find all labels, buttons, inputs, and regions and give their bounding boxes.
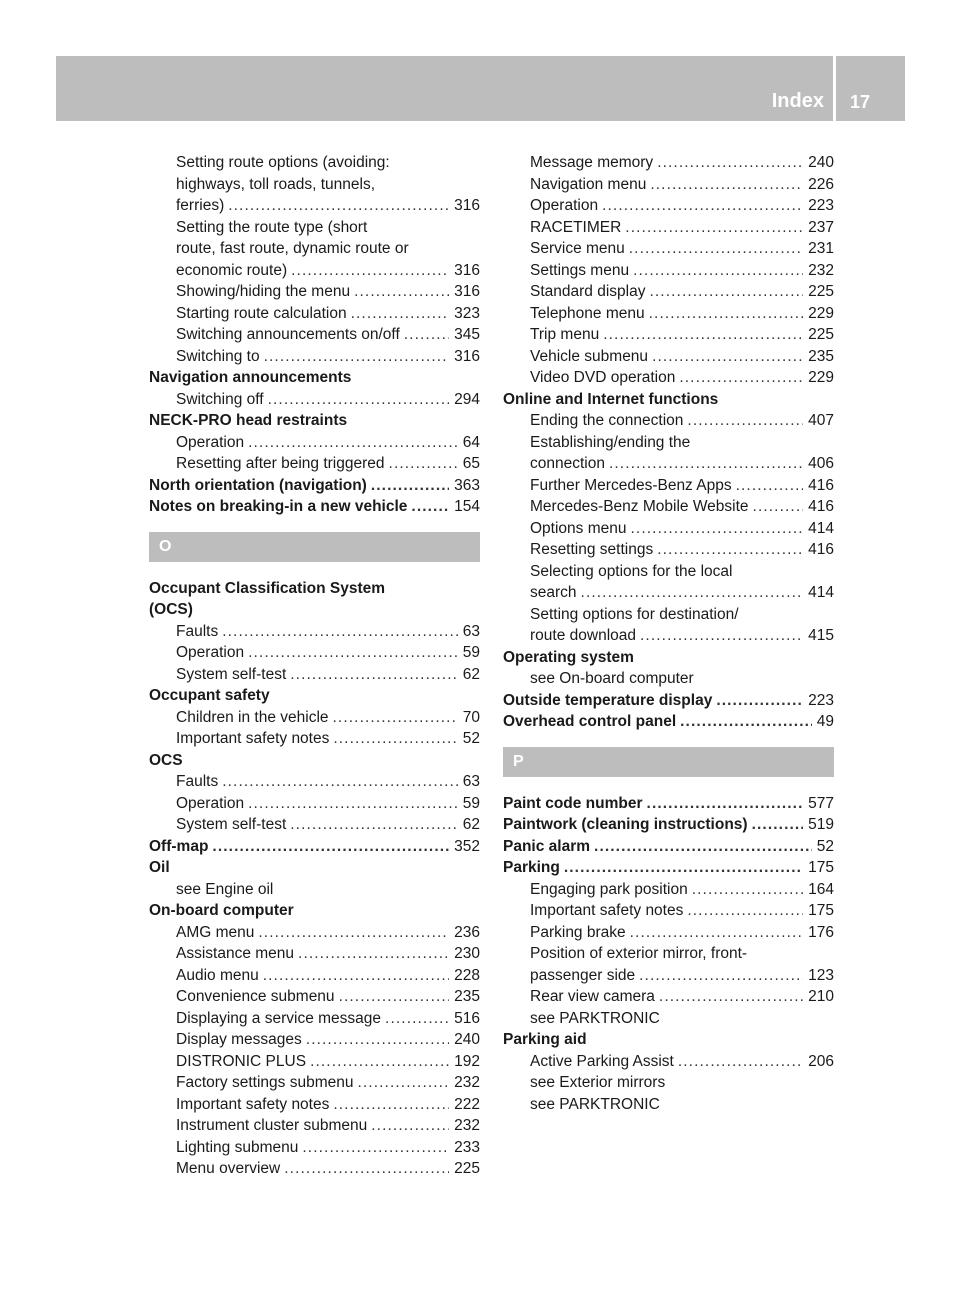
index-heading <box>503 814 834 836</box>
entry-label: Switching announcements on/off <box>176 326 400 343</box>
dot-leader <box>687 900 803 922</box>
page-reference: 52 <box>816 837 834 855</box>
index-subentry <box>503 453 834 475</box>
page-reference: 232 <box>454 1074 480 1091</box>
entry-label: Menu overview <box>176 1160 281 1177</box>
index-subentry <box>503 324 834 346</box>
entry-label: Audio menu <box>176 966 259 984</box>
entry-label: Lighting submenu <box>176 1138 299 1156</box>
page-reference: 175 <box>808 859 834 876</box>
page-reference: 59 <box>462 644 480 661</box>
entry-label: Operation <box>176 433 245 451</box>
dot-leader <box>264 346 450 368</box>
page-reference: 414 <box>808 584 834 601</box>
entry-label: Faults <box>176 622 219 640</box>
page-reference: 236 <box>454 923 480 941</box>
entry-label: Mercedes-Benz Mobile Website <box>530 498 749 515</box>
dot-leader <box>333 1094 449 1116</box>
entry-label: Engaging park position <box>530 880 688 898</box>
index-subentry <box>503 260 834 282</box>
index-subentry <box>503 582 834 604</box>
entry-label: Important safety notes <box>530 902 684 919</box>
section-title: Index <box>771 90 824 112</box>
entry-label: Faults <box>176 773 219 790</box>
page-reference: 233 <box>454 1138 480 1156</box>
index-heading: OCS <box>149 751 183 769</box>
index-subentry <box>149 1072 480 1094</box>
dot-leader <box>687 410 803 432</box>
index-subentry <box>503 174 834 196</box>
dot-leader <box>222 621 458 643</box>
index-subentry <box>149 389 480 411</box>
entry-label: Operation <box>530 197 599 214</box>
page-reference: 49 <box>816 713 834 730</box>
entry-label: Paintwork (cleaning instructions) <box>503 816 748 833</box>
entry-label: RACETIMER <box>530 218 622 236</box>
page-reference: 70 <box>462 708 480 726</box>
dot-leader <box>680 711 812 733</box>
dot-leader <box>248 642 458 664</box>
index-heading <box>503 690 834 712</box>
page-reference: 516 <box>454 1009 480 1027</box>
entry-label: Paint code number <box>503 794 643 812</box>
page-reference: 416 <box>808 498 834 515</box>
index-subentry: highways, toll roads, tunnels, <box>176 175 376 193</box>
dot-leader <box>657 152 803 174</box>
dot-leader <box>602 195 803 217</box>
page-reference: 223 <box>808 197 834 214</box>
index-subentry <box>503 1051 834 1073</box>
dot-leader <box>302 1137 449 1159</box>
dot-leader <box>736 475 804 497</box>
dot-leader <box>290 664 458 686</box>
page-reference: 226 <box>808 175 834 193</box>
index-subentry: Position of exterior mirror, front- <box>530 945 748 962</box>
page-reference: 64 <box>462 433 480 451</box>
index-heading: NECK-PRO head restraints <box>149 412 348 429</box>
dot-leader <box>647 793 804 815</box>
dot-leader <box>228 195 449 217</box>
dot-leader <box>371 1115 449 1137</box>
index-subentry <box>503 346 834 368</box>
dot-leader <box>594 836 812 858</box>
page-number: 17 <box>850 92 871 112</box>
entry-label: passenger side <box>530 966 636 984</box>
index-heading <box>149 475 480 497</box>
entry-label: Trip menu <box>530 326 600 343</box>
page-reference: 62 <box>462 665 480 683</box>
index-heading: On-board computer <box>149 902 294 919</box>
page-reference: 123 <box>808 966 834 984</box>
index-subentry: Setting options for destination/ <box>530 605 739 623</box>
entry-label: Switching off <box>176 390 264 408</box>
index-subentry: Establishing/ending the <box>530 433 691 451</box>
index-column-left <box>149 152 480 1180</box>
entry-label: System self-test <box>176 816 287 833</box>
dot-leader <box>291 260 449 282</box>
dot-leader <box>652 346 803 368</box>
page-reference: 229 <box>808 369 834 386</box>
entry-label: Service menu <box>530 240 625 257</box>
index-subentry <box>149 324 480 346</box>
index-heading <box>503 793 834 815</box>
index-subentry <box>149 195 480 217</box>
entry-label: Convenience submenu <box>176 988 335 1005</box>
page-reference: 232 <box>454 1117 480 1134</box>
entry-label: economic route) <box>176 261 288 279</box>
entry-label: route download <box>530 627 636 644</box>
page-reference: 240 <box>454 1031 480 1048</box>
index-subentry <box>149 1029 480 1051</box>
dot-leader <box>640 625 803 647</box>
dot-leader <box>371 475 449 497</box>
entry-label: Ending the connection <box>530 412 684 429</box>
page-reference: 230 <box>454 945 480 962</box>
page-reference: 210 <box>808 988 834 1005</box>
entry-label: Notes on breaking-in a new vehicle <box>149 498 408 515</box>
index-subentry <box>149 664 480 686</box>
index-subentry <box>149 621 480 643</box>
index-subentry <box>149 303 480 325</box>
dot-leader <box>212 836 449 858</box>
index-subentry <box>503 625 834 647</box>
index-subentry <box>149 1094 480 1116</box>
entry-label: Assistance menu <box>176 945 295 962</box>
entry-label: Operation <box>176 794 245 812</box>
dot-leader <box>333 707 458 729</box>
index-subentry <box>503 922 834 944</box>
page-reference: 316 <box>454 283 480 300</box>
dot-leader <box>354 281 449 303</box>
letter-section-header: O <box>149 532 480 562</box>
page-reference: 407 <box>808 412 834 429</box>
page-reference: 175 <box>808 902 834 919</box>
index-heading: Oil <box>149 859 170 876</box>
page-reference: 176 <box>808 923 834 941</box>
entry-label: Panic alarm <box>503 837 591 855</box>
page-reference: 232 <box>808 261 834 279</box>
entry-label: Vehicle submenu <box>530 347 649 365</box>
entry-label: Standard display <box>530 283 646 300</box>
entry-label: Navigation menu <box>530 175 647 193</box>
dot-leader <box>310 1051 449 1073</box>
dot-leader <box>603 324 803 346</box>
page-reference: 316 <box>454 347 480 365</box>
entry-label: Showing/hiding the menu <box>176 283 351 300</box>
entry-label: Instrument cluster submenu <box>176 1117 368 1134</box>
dot-leader <box>248 793 458 815</box>
dot-leader <box>650 174 803 196</box>
page-reference: 416 <box>808 541 834 558</box>
index-subentry <box>503 238 834 260</box>
entry-label: Overhead control panel <box>503 713 677 730</box>
index-subentry <box>149 965 480 987</box>
page-reference: 316 <box>454 197 480 214</box>
page-reference: 345 <box>454 326 480 343</box>
entry-label: Displaying a service message <box>176 1009 382 1027</box>
entry-label: Outside temperature display <box>503 691 713 709</box>
page-reference: 352 <box>454 837 480 855</box>
page-reference: 237 <box>808 218 834 236</box>
dot-leader <box>639 965 803 987</box>
entry-label: Operation <box>176 644 245 661</box>
page-reference: 63 <box>462 773 480 790</box>
page-reference: 316 <box>454 261 480 279</box>
dot-leader <box>630 922 803 944</box>
index-heading: Operating system <box>503 648 634 666</box>
index-heading: Occupant Classification System <box>149 579 386 597</box>
index-heading <box>149 496 480 518</box>
entry-label: Message memory <box>530 154 654 171</box>
page-reference: 206 <box>808 1052 834 1070</box>
index-heading: Navigation announcements <box>149 369 352 386</box>
index-subentry <box>149 922 480 944</box>
dot-leader <box>404 324 449 346</box>
entry-label: Starting route calculation <box>176 304 347 322</box>
entry-label: Factory settings submenu <box>176 1074 354 1091</box>
index-subentry <box>503 152 834 174</box>
entry-label: Off-map <box>149 837 209 855</box>
dot-leader <box>248 432 458 454</box>
page-reference: 229 <box>808 304 834 322</box>
dot-leader <box>581 582 804 604</box>
index-subentry <box>503 900 834 922</box>
dot-leader <box>649 303 804 325</box>
page-reference: 62 <box>462 816 480 833</box>
index-heading: (OCS) <box>149 601 193 618</box>
page-reference: 235 <box>454 988 480 1005</box>
dot-leader <box>633 260 803 282</box>
dot-leader <box>659 986 803 1008</box>
index-subentry <box>503 539 834 561</box>
entry-label: search <box>530 584 577 601</box>
dot-leader <box>258 922 449 944</box>
index-column-right <box>503 152 834 1115</box>
entry-label: System self-test <box>176 665 287 683</box>
entry-label: connection <box>530 455 605 472</box>
index-subentry <box>503 303 834 325</box>
dot-leader <box>268 389 450 411</box>
entry-label: Further Mercedes-Benz Apps <box>530 476 732 494</box>
dot-leader <box>222 771 458 793</box>
entry-label: Resetting settings <box>530 541 654 558</box>
index-subentry <box>503 518 834 540</box>
index-heading: Online and Internet functions <box>503 390 719 408</box>
page-reference: 222 <box>454 1095 480 1113</box>
index-subentry <box>149 1051 480 1073</box>
index-subentry <box>149 642 480 664</box>
dot-leader <box>679 367 803 389</box>
dot-leader <box>716 690 803 712</box>
dot-leader <box>389 453 458 475</box>
dot-leader <box>629 238 803 260</box>
index-heading: Occupant safety <box>149 687 270 704</box>
entry-label: Resetting after being triggered <box>176 455 385 472</box>
index-subentry <box>149 1158 480 1180</box>
dot-leader <box>631 518 804 540</box>
index-subentry <box>149 814 480 836</box>
entry-label: Active Parking Assist <box>530 1052 674 1070</box>
index-subentry <box>149 453 480 475</box>
page-reference: 231 <box>808 240 834 257</box>
index-cross-reference: see PARKTRONIC <box>530 1095 660 1113</box>
dot-leader <box>385 1008 449 1030</box>
dot-leader <box>649 281 803 303</box>
index-subentry <box>149 1008 480 1030</box>
page-reference: 63 <box>462 622 480 640</box>
index-subentry <box>503 965 834 987</box>
page-reference: 59 <box>462 794 480 812</box>
index-subentry <box>503 217 834 239</box>
index-subentry <box>149 1115 480 1137</box>
page-reference: 294 <box>454 390 480 408</box>
page-reference: 164 <box>808 880 834 898</box>
index-subentry <box>503 367 834 389</box>
page-reference: 363 <box>454 476 480 494</box>
index-subentry <box>149 707 480 729</box>
index-subentry: route, fast route, dynamic route or <box>176 240 409 257</box>
index-heading <box>503 836 834 858</box>
page-reference: 192 <box>454 1052 480 1070</box>
index-subentry: Setting route options (avoiding: <box>176 154 390 171</box>
page-reference: 416 <box>808 476 834 494</box>
entry-label: Important safety notes <box>176 1095 330 1113</box>
page-reference: 154 <box>454 498 480 515</box>
index-cross-reference: see PARKTRONIC <box>530 1009 660 1027</box>
entry-label: DISTRONIC PLUS <box>176 1052 307 1070</box>
index-subentry <box>149 1137 480 1159</box>
page-reference: 223 <box>808 691 834 709</box>
index-subentry <box>149 432 480 454</box>
letter-section-header: P <box>503 747 834 777</box>
index-heading <box>503 711 834 733</box>
page-reference: 323 <box>454 304 480 322</box>
dot-leader <box>564 857 803 879</box>
page-reference: 228 <box>454 966 480 984</box>
dot-leader <box>753 496 804 518</box>
index-subentry <box>149 728 480 750</box>
entry-label: Children in the vehicle <box>176 708 329 726</box>
dot-leader <box>333 728 457 750</box>
page-reference: 415 <box>808 627 834 644</box>
entry-label: North orientation (navigation) <box>149 476 367 494</box>
index-subentry <box>503 195 834 217</box>
page-reference: 225 <box>808 326 834 343</box>
index-subentry <box>149 281 480 303</box>
page-reference: 577 <box>808 794 834 812</box>
header-separator <box>833 56 836 121</box>
dot-leader <box>625 217 803 239</box>
index-subentry: Selecting options for the local <box>530 562 733 580</box>
entry-label: Options menu <box>530 519 627 537</box>
entry-label: Parking brake <box>530 923 626 941</box>
index-subentry <box>503 410 834 432</box>
entry-label: Parking <box>503 859 560 876</box>
dot-leader <box>692 879 803 901</box>
page-reference: 65 <box>462 455 480 472</box>
page-reference: 52 <box>462 730 480 747</box>
index-subentry: Setting the route type (short <box>176 218 368 236</box>
entry-label: Settings menu <box>530 261 630 279</box>
index-subentry <box>503 496 834 518</box>
index-subentry <box>503 281 834 303</box>
index-subentry <box>503 879 834 901</box>
entry-label: Important safety notes <box>176 730 330 747</box>
entry-label: Rear view camera <box>530 988 655 1005</box>
dot-leader <box>339 986 450 1008</box>
dot-leader <box>351 303 450 325</box>
index-heading <box>149 836 480 858</box>
index-subentry <box>149 943 480 965</box>
page-reference: 406 <box>808 455 834 472</box>
entry-label: Telephone menu <box>530 304 645 322</box>
index-cross-reference: see Exterior mirrors <box>530 1074 666 1091</box>
index-subentry <box>149 986 480 1008</box>
page-reference: 225 <box>454 1160 480 1177</box>
index-heading <box>503 857 834 879</box>
dot-leader <box>411 496 449 518</box>
entry-label: AMG menu <box>176 923 255 941</box>
index-subentry <box>149 793 480 815</box>
index-cross-reference: see On-board computer <box>530 670 694 687</box>
index-subentry <box>503 475 834 497</box>
index-subentry <box>149 771 480 793</box>
page-reference: 235 <box>808 347 834 365</box>
index-subentry <box>503 986 834 1008</box>
entry-label: Switching to <box>176 347 260 365</box>
dot-leader <box>657 539 803 561</box>
dot-leader <box>609 453 803 475</box>
dot-leader <box>298 943 449 965</box>
page-reference: 225 <box>808 283 834 300</box>
page-reference: 240 <box>808 154 834 171</box>
index-heading: Parking aid <box>503 1031 587 1048</box>
dot-leader <box>263 965 449 987</box>
page-reference: 414 <box>808 519 834 537</box>
dot-leader <box>357 1072 449 1094</box>
entry-label: Display messages <box>176 1031 302 1048</box>
entry-label: ferries) <box>176 197 225 214</box>
dot-leader <box>306 1029 449 1051</box>
dot-leader <box>290 814 458 836</box>
index-subentry <box>149 346 480 368</box>
index-cross-reference: see Engine oil <box>176 880 274 898</box>
page-reference: 519 <box>808 816 834 833</box>
dot-leader <box>284 1158 449 1180</box>
entry-label: Video DVD operation <box>530 369 676 386</box>
index-subentry <box>149 260 480 282</box>
dot-leader <box>678 1051 803 1073</box>
dot-leader <box>752 814 804 836</box>
